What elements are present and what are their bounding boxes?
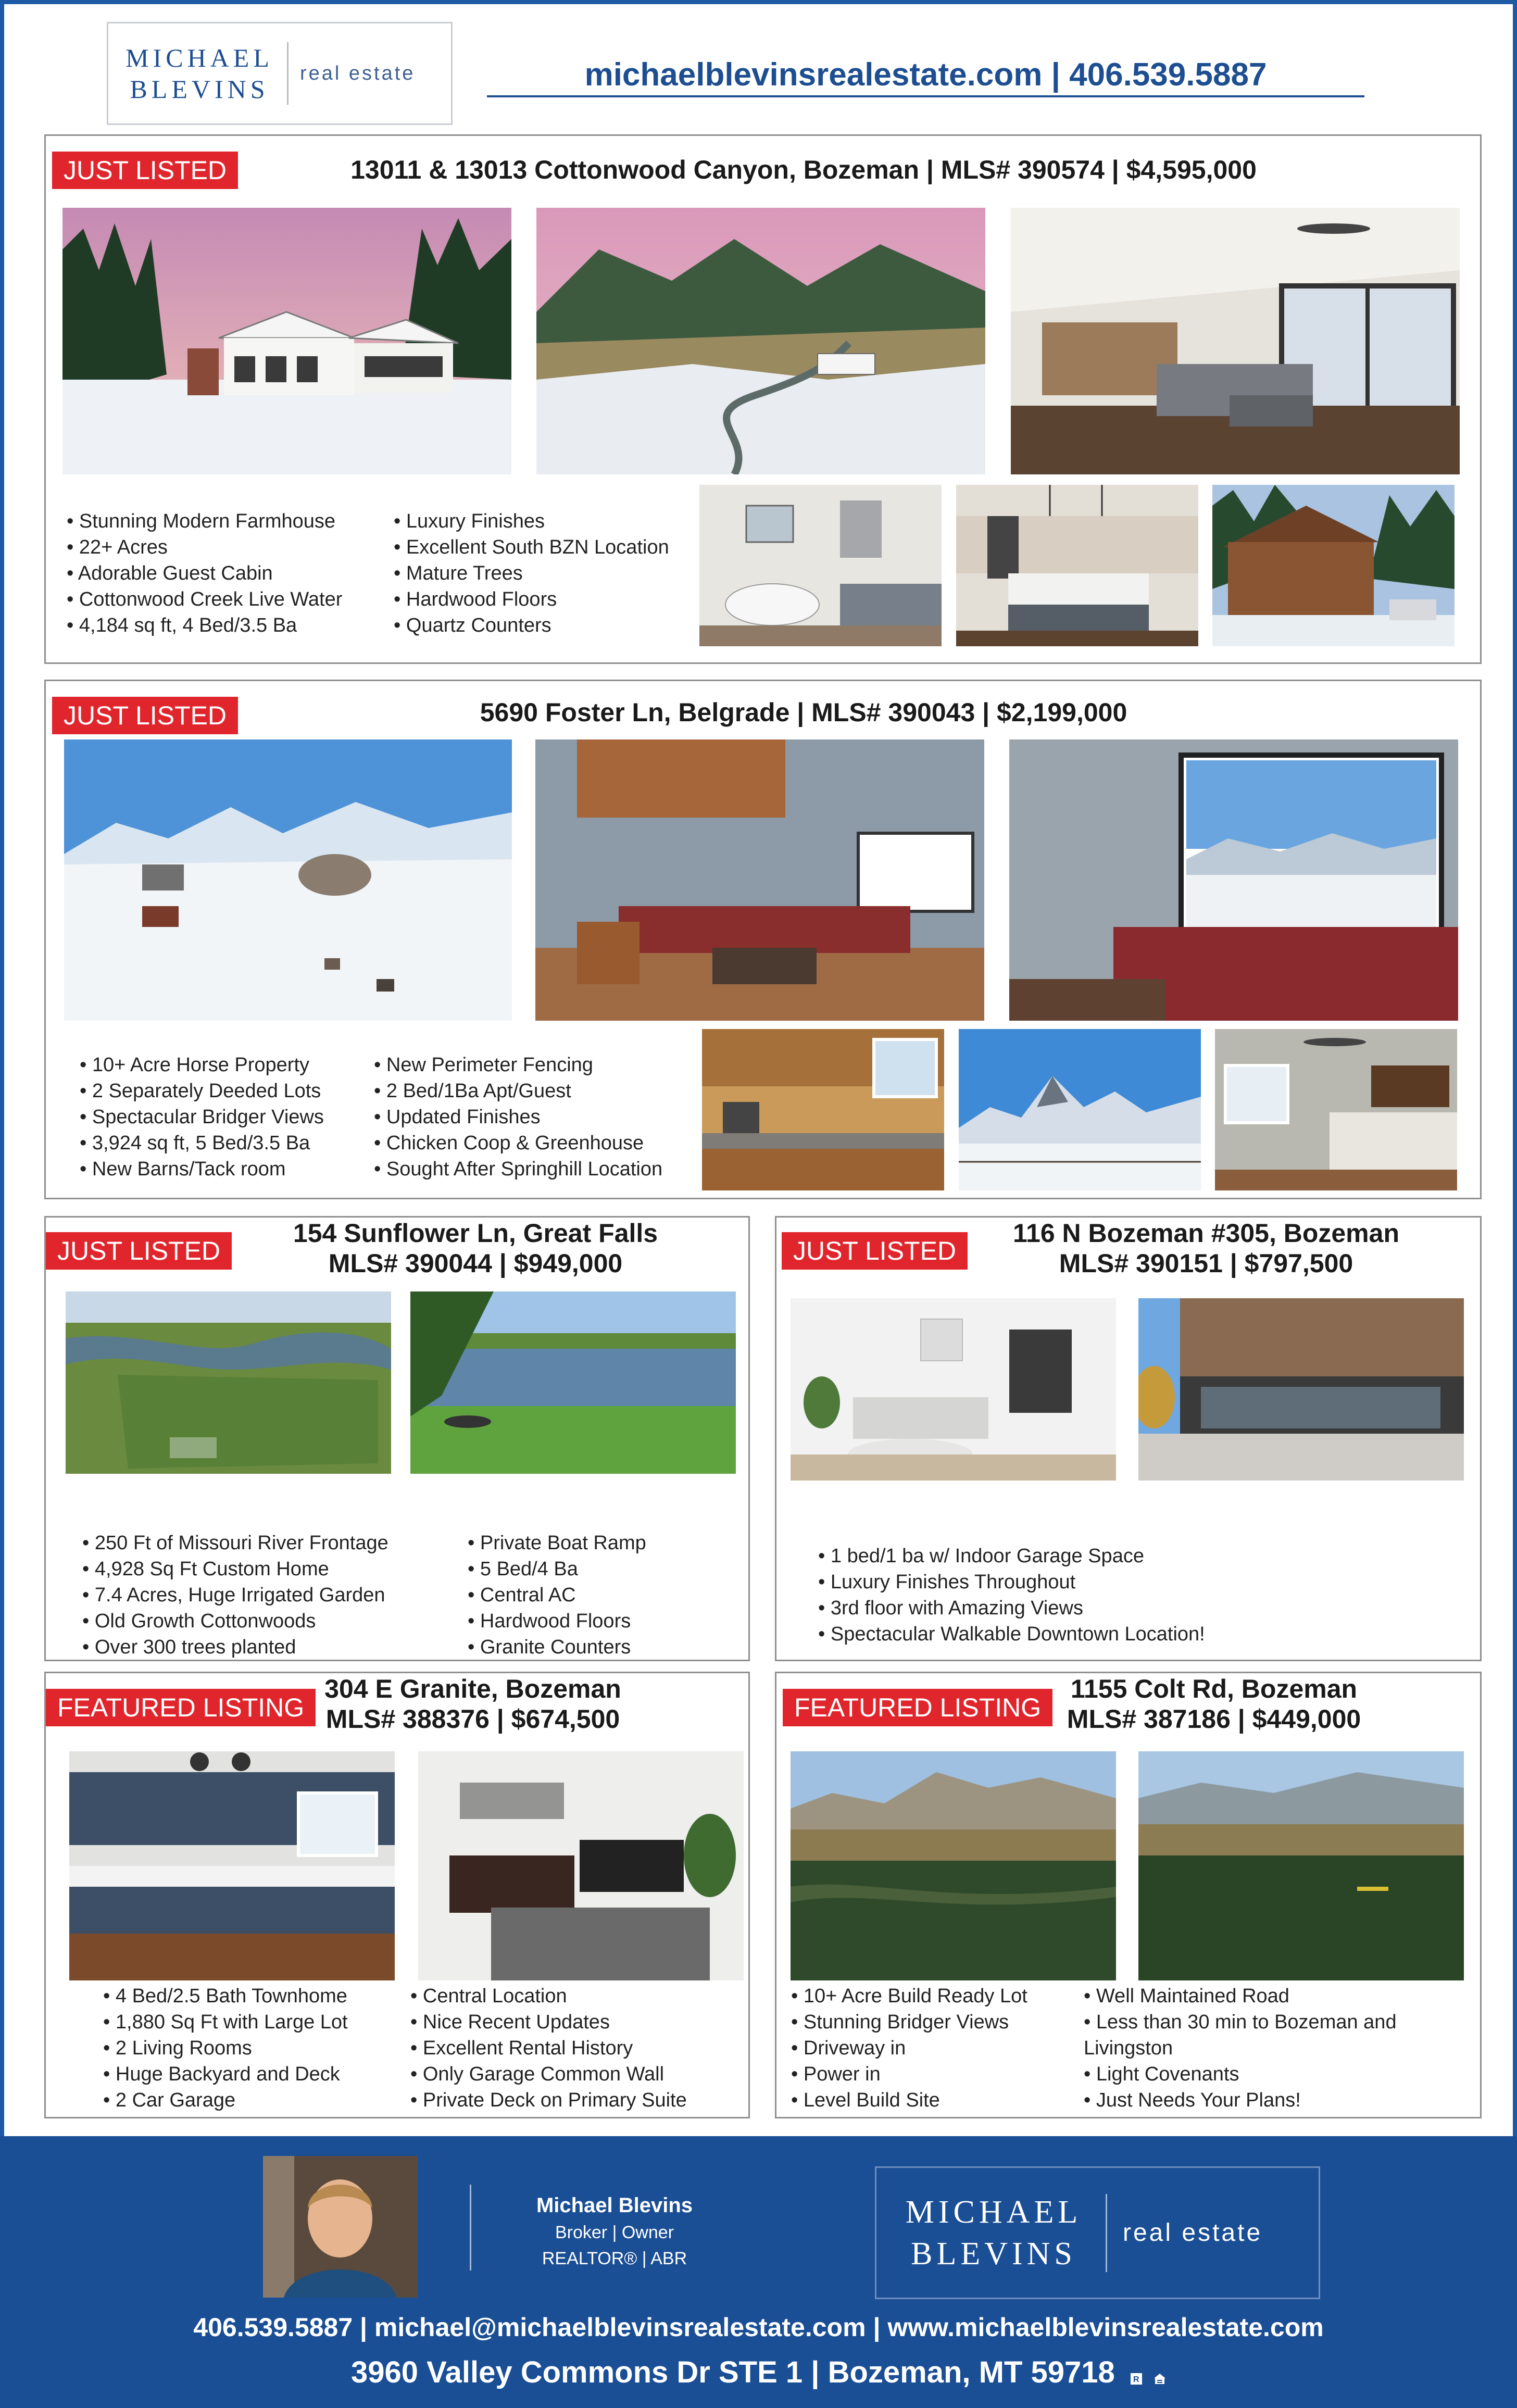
photo-lot-forest[interactable] bbox=[1138, 1751, 1464, 1980]
feature-item: • Adorable Guest Cabin bbox=[67, 560, 390, 586]
agent-name: Michael Blevins bbox=[536, 2194, 693, 2217]
listing-n-bozeman bbox=[775, 1216, 1482, 1661]
header-contact[interactable]: michaelblevinsrealestate.com | 406.539.5887 bbox=[584, 57, 1267, 93]
features-left bbox=[82, 1530, 426, 1660]
features-left bbox=[818, 1543, 1443, 1647]
photo-bedroom[interactable] bbox=[1215, 1029, 1457, 1190]
agent-credentials: REALTOR® | ABR bbox=[542, 2249, 687, 2268]
photo-kitchen[interactable] bbox=[702, 1029, 944, 1190]
feature-item: • 4 Bed/2.5 Bath Townhome bbox=[103, 1983, 390, 2009]
agent-role: Broker | Owner bbox=[555, 2223, 674, 2242]
features-right bbox=[394, 508, 717, 638]
feature-item: • Stunning Bridger Views bbox=[791, 2009, 1083, 2035]
feature-item: • 4,928 Sq Ft Custom Home bbox=[82, 1556, 426, 1582]
equal-housing-icon bbox=[1154, 2357, 1166, 2392]
feature-item: • 7.4 Acres, Huge Irrigated Garden bbox=[82, 1582, 426, 1608]
feature-item: • Luxury Finishes bbox=[394, 508, 717, 534]
feature-item: • 10+ Acre Build Ready Lot bbox=[791, 1983, 1083, 2009]
listing-title: 13011 & 13013 Cottonwood Canyon, Bozeman | MLS# 390574 | $4,595,000 bbox=[350, 155, 1257, 184]
feature-item: • Stunning Modern Farmhouse bbox=[67, 508, 390, 534]
listing-badge: JUST LISTED bbox=[52, 697, 238, 734]
footer-logo-subtitle: real estate bbox=[1123, 2219, 1263, 2247]
feature-item: • Private Boat Ramp bbox=[468, 1530, 738, 1556]
listing-badge: FEATURED LISTING bbox=[783, 1689, 1052, 1726]
photo-river-aerial[interactable] bbox=[66, 1291, 391, 1474]
feature-item: • Quartz Counters bbox=[394, 612, 717, 638]
feature-item: • 10+ Acre Horse Property bbox=[80, 1052, 371, 1078]
logo-divider bbox=[287, 42, 289, 105]
listing-cottonwood-canyon bbox=[44, 134, 1482, 664]
photo-living-room-loft[interactable] bbox=[535, 739, 984, 1021]
listing-title-line2: MLS# 388376 | $674,500 bbox=[325, 1704, 620, 1734]
feature-item: • Updated Finishes bbox=[374, 1104, 697, 1130]
feature-item: • Sought After Springhill Location bbox=[374, 1156, 697, 1182]
feature-item: • Spectacular Walkable Downtown Location! bbox=[818, 1621, 1443, 1647]
listing-title: 5690 Foster Ln, Belgrade | MLS# 390043 | $2,199,000 bbox=[480, 698, 1127, 727]
realtor-logo-icon bbox=[1131, 2357, 1142, 2392]
photo-river-swing[interactable] bbox=[410, 1291, 736, 1474]
feature-item: • Just Needs Your Plans! bbox=[1084, 2087, 1407, 2113]
features-left bbox=[103, 1983, 390, 2113]
svg-text:R: R bbox=[1133, 2375, 1139, 2385]
feature-item: • Hardwood Floors bbox=[468, 1608, 738, 1634]
feature-item: • Light Covenants bbox=[1084, 2061, 1407, 2087]
feature-item: • Spectacular Bridger Views bbox=[80, 1104, 371, 1130]
listing-e-granite bbox=[44, 1672, 750, 2118]
features-right bbox=[410, 1983, 733, 2113]
feature-item: • 3rd floor with Amazing Views bbox=[818, 1595, 1443, 1621]
footer-logo-name: MICHAEL BLEVINS bbox=[905, 2194, 1082, 2272]
features-right bbox=[468, 1530, 738, 1660]
feature-item: • Hardwood Floors bbox=[394, 586, 717, 612]
listing-badge: JUST LISTED bbox=[52, 152, 238, 189]
feature-item: • Over 300 trees planted bbox=[82, 1634, 426, 1660]
footer-brand-logo[interactable] bbox=[875, 2166, 1320, 2299]
listing-badge: FEATURED LISTING bbox=[46, 1689, 316, 1726]
features-right bbox=[1084, 1983, 1407, 2113]
feature-item: • 2 Living Rooms bbox=[103, 2035, 390, 2061]
listing-title-line2: MLS# 387186 | $449,000 bbox=[1067, 1704, 1361, 1734]
feature-item: • 2 Car Garage bbox=[103, 2087, 390, 2113]
feature-item: • Central AC bbox=[468, 1582, 738, 1608]
feature-item: • Granite Counters bbox=[468, 1634, 738, 1660]
feature-item: • Huge Backyard and Deck bbox=[103, 2061, 390, 2087]
listing-title-line1: 154 Sunflower Ln, Great Falls bbox=[293, 1219, 658, 1248]
feature-item: • Excellent South BZN Location bbox=[394, 534, 717, 560]
features-right bbox=[374, 1052, 697, 1182]
footer-address: 3960 Valley Commons Dr STE 1 | Bozeman, MT 59718 bbox=[350, 2355, 1115, 2389]
footer-logo-divider bbox=[1106, 2194, 1107, 2272]
listing-badge: JUST LISTED bbox=[782, 1232, 968, 1270]
footer-address-line bbox=[0, 2355, 1517, 2392]
photo-view-window[interactable] bbox=[1009, 739, 1458, 1021]
photo-living-room[interactable] bbox=[1011, 208, 1460, 474]
feature-item: • Only Garage Common Wall bbox=[410, 2061, 733, 2087]
listing-title-line1: 304 E Granite, Bozeman bbox=[324, 1674, 621, 1703]
photo-kitchen[interactable] bbox=[956, 485, 1198, 646]
photo-condo-exterior[interactable] bbox=[1138, 1298, 1464, 1481]
feature-item: • Less than 30 min to Bozeman and Livingston bbox=[1084, 2009, 1407, 2061]
listing-title-line1: 116 N Bozeman #305, Bozeman bbox=[1013, 1219, 1399, 1248]
photo-townhome-kitchen[interactable] bbox=[69, 1751, 395, 1980]
header-rule bbox=[487, 95, 1364, 97]
photo-lot-aerial[interactable] bbox=[791, 1751, 1116, 1980]
feature-item: • Well Maintained Road bbox=[1084, 1983, 1407, 2009]
brand-logo[interactable] bbox=[107, 22, 453, 125]
feature-item: • 5 Bed/4 Ba bbox=[468, 1556, 738, 1582]
feature-item: • Driveway in bbox=[791, 2035, 1083, 2061]
listing-title-line2: MLS# 390151 | $797,500 bbox=[1059, 1249, 1353, 1278]
feature-item: • 2 Bed/1Ba Apt/Guest bbox=[374, 1078, 697, 1104]
listing-title-line2: MLS# 390044 | $949,000 bbox=[328, 1249, 623, 1278]
feature-item: • Old Growth Cottonwoods bbox=[82, 1608, 426, 1634]
photo-bathroom[interactable] bbox=[699, 485, 942, 646]
photo-townhome-living[interactable] bbox=[418, 1751, 744, 1980]
feature-item: • 1,880 Sq Ft with Large Lot bbox=[103, 2009, 390, 2035]
feature-item: • 250 Ft of Missouri River Frontage bbox=[82, 1530, 426, 1556]
photo-mountain-view[interactable] bbox=[959, 1029, 1201, 1190]
feature-item: • Private Deck on Primary Suite bbox=[410, 2087, 733, 2113]
feature-item: • 3,924 sq ft, 5 Bed/3.5 Ba bbox=[80, 1130, 371, 1156]
feature-item: • Nice Recent Updates bbox=[410, 2009, 733, 2035]
photo-farmhouse-exterior[interactable] bbox=[62, 208, 511, 474]
photo-condo-living[interactable] bbox=[791, 1298, 1116, 1481]
feature-item: • Excellent Rental History bbox=[410, 2035, 733, 2061]
agent-divider bbox=[470, 2185, 471, 2271]
feature-item: • 4,184 sq ft, 4 Bed/3.5 Ba bbox=[67, 612, 390, 638]
feature-item: • Luxury Finishes Throughout bbox=[818, 1569, 1443, 1595]
listing-title-line1: 1155 Colt Rd, Bozeman bbox=[1070, 1674, 1358, 1703]
logo-name: MICHAEL BLEVINS bbox=[126, 43, 273, 104]
footer-contact-line[interactable]: 406.539.5887 | michael@michaelblevinsrealestate.com | www.michaelblevinsrealestate.com bbox=[193, 2313, 1324, 2342]
listing-sunflower-ln bbox=[44, 1216, 750, 1661]
features-left bbox=[791, 1983, 1083, 2113]
feature-item: • Mature Trees bbox=[394, 560, 717, 586]
feature-item: • Level Build Site bbox=[791, 2087, 1083, 2113]
listing-foster-ln bbox=[44, 680, 1482, 1199]
photo-aerial-creek[interactable] bbox=[536, 208, 985, 474]
feature-item: • Central Location bbox=[410, 1983, 733, 2009]
features-left bbox=[80, 1052, 371, 1182]
feature-item: • Chicken Coop & Greenhouse bbox=[374, 1130, 697, 1156]
listing-colt-rd bbox=[775, 1672, 1482, 2118]
feature-item: • 1 bed/1 ba w/ Indoor Garage Space bbox=[818, 1543, 1443, 1569]
feature-item: • 22+ Acres bbox=[67, 534, 390, 560]
feature-item: • Power in bbox=[791, 2061, 1083, 2087]
agent-headshot bbox=[263, 2156, 418, 2298]
feature-item: • New Perimeter Fencing bbox=[374, 1052, 697, 1078]
logo-subtitle: real estate bbox=[300, 62, 416, 84]
photo-horse-property[interactable] bbox=[64, 739, 512, 1021]
feature-item: • 2 Separately Deeded Lots bbox=[80, 1078, 371, 1104]
photo-guest-cabin[interactable] bbox=[1212, 485, 1455, 646]
features-left bbox=[67, 508, 390, 638]
feature-item: • New Barns/Tack room bbox=[80, 1156, 371, 1182]
listing-badge: JUST LISTED bbox=[46, 1232, 232, 1270]
feature-item: • Cottonwood Creek Live Water bbox=[67, 586, 390, 612]
